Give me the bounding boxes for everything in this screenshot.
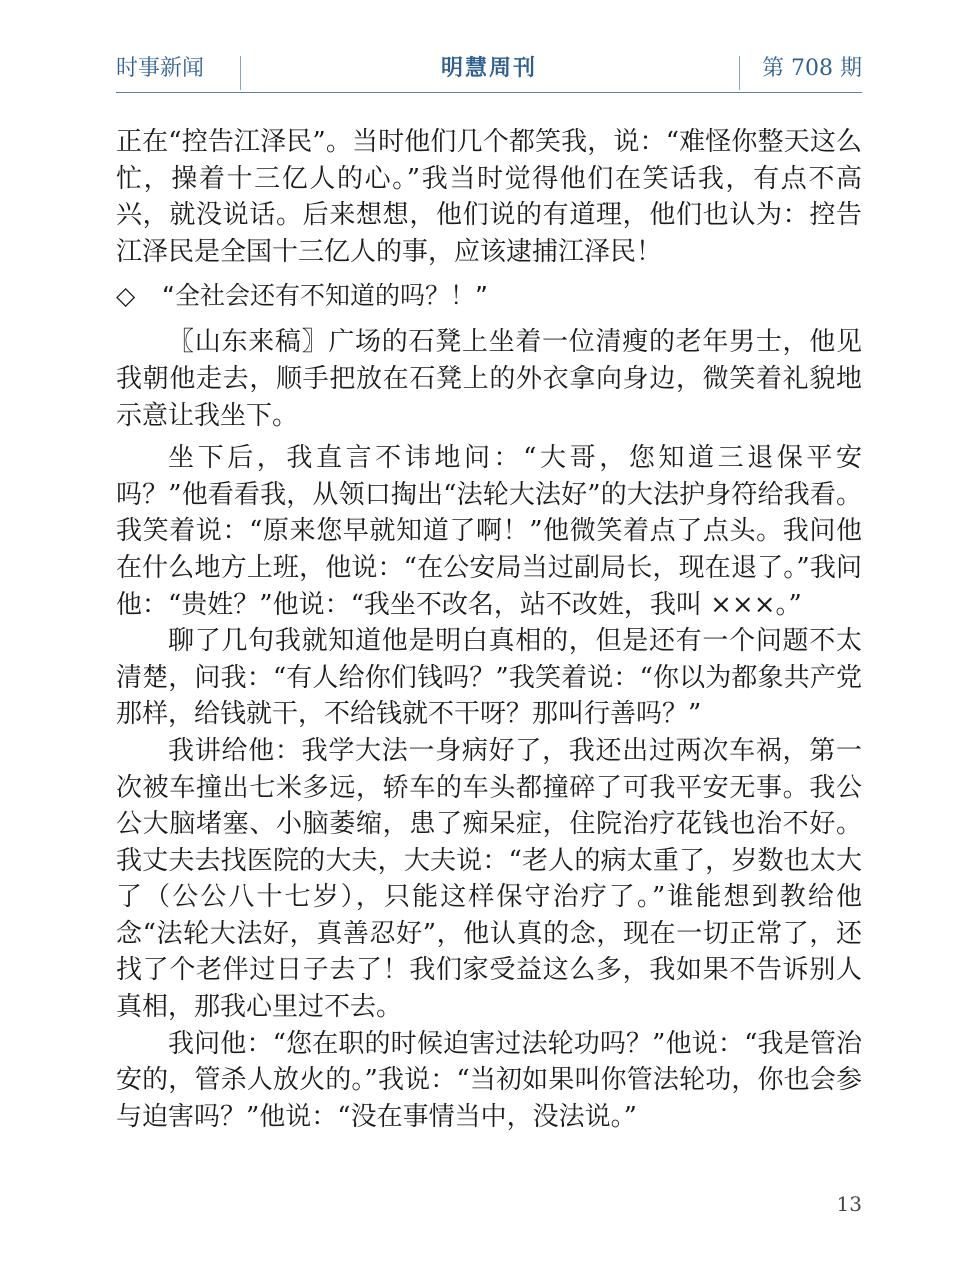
issue-number: 第 708 期: [762, 56, 862, 81]
continued-paragraph: 正在“控告江泽民”。当时他们几个都笑我，说：“难怪你整天这么忙，操着十三亿人的心。”我当时觉得他们在笑话我，有点不高兴，就没说话。后来想想，他们说的有道理，他们也认为：控告江泽民是全国十三亿人的事，应该逮捕江泽民！: [116, 127, 862, 267]
article-paragraph: 坐下后，我直言不讳地问：“大哥，您知道三退保平安吗？”他看看我，从领口掏出“法轮大法好”的大法护身符给我看。我笑着说：“原来您早就知道了啊！”他微笑着点了点头。我问他在什么地方上班，他说：“在公安局当过副局长，现在退了。”我问他：“贵姓？”他说：“我坐不改名，站不改姓，我叫 ×××。”: [116, 443, 862, 620]
article-paragraph: 我问他：“您在职的时候迫害过法轮功吗？”他说：“我是管治安的，管杀人放火的。”我说：“当初如果叫你管法轮功，你也会参与迫害吗？”他说：“没在事情当中，没法说。”: [116, 1028, 862, 1132]
section-heading-title: “全社会还有不知道的吗？！”: [162, 281, 488, 311]
article-paragraph: 我讲给他：我学大法一身病好了，我还出过两次车祸，第一次被车撞出七米多远，轿车的车头都撞碎了可我平安无事。我公公大脑堵塞、小脑萎缩，患了痴呆症，住院治疗花钱也治不好。我丈夫去找医院的大夫，大夫说：“老人的病太重了，岁数也太大了（公公八十七岁），只能这样保守治疗了。”谁能想到教给他念“法轮大法好，真善忍好”，他认真的念，现在一切正常了，还找了个老伴过日子去了！我们家受益这么多，我如果不告诉别人真相，那我心里过不去。: [116, 735, 862, 1023]
page-header: [116, 48, 862, 93]
article-paragraph: 〖山东来稿〗广场的石凳上坐着一位清瘦的老年男士，他见我朝他走去，顺手把放在石凳上的外衣拿向身边，微笑着礼貌地示意让我坐下。: [116, 327, 862, 431]
diamond-bullet-icon: ◇: [116, 281, 136, 311]
publication-title: 明慧周刊: [440, 56, 537, 81]
header-divider-right: [739, 56, 740, 90]
page-number: 13: [836, 1192, 862, 1216]
section-label: 时事新闻: [116, 56, 205, 81]
section-heading: [116, 276, 862, 316]
article-body: [116, 124, 862, 1135]
article-paragraph: 聊了几句我就知道他是明白真相的，但是还有一个问题不太清楚，问我：“有人给你们钱吗？”我笑着说：“你以为都象共产党那样，给钱就干，不给钱就不干呀？那叫行善吗？”: [116, 626, 862, 730]
